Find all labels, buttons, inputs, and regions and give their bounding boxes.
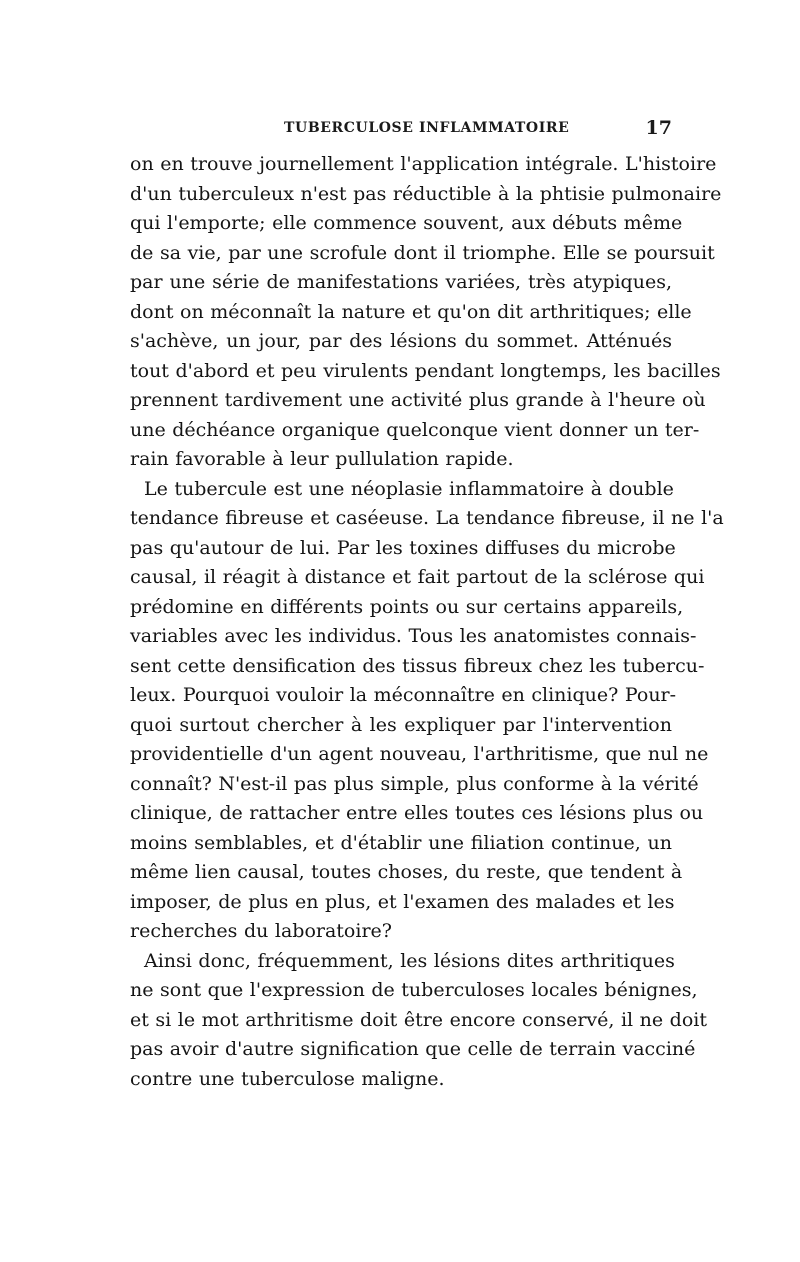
- text-line: dont on méconnaît la nature et qu'on dit arthritiques; elle: [130, 300, 692, 323]
- text-line: on en trouve journellement l'application intégrale. L'histoire: [130, 153, 717, 175]
- text-line: causal, il réagit à distance et fait partout de la sclérose qui: [130, 566, 705, 588]
- text-line: tendance fibreuse et caséeuse. La tendance fibreuse, il ne l'a: [130, 507, 724, 529]
- text-line: leux. Pourquoi vouloir la méconnaître en clinique? Pour-: [130, 684, 677, 706]
- text-line: connaît? N'est-il pas plus simple, plus conforme à la vérité: [130, 772, 699, 795]
- text-line: et si le mot arthritisme doit être encore conservé, il ne doit: [130, 1008, 707, 1031]
- chapter-title: TUBERCULOSE INFLAMMATOIRE: [284, 120, 570, 136]
- paragraph: [130, 150, 722, 475]
- text-line: ne sont que l'expression de tuberculoses locales bénignes,: [130, 979, 698, 1001]
- text-line: qui l'emporte; elle commence souvent, aux débuts même: [130, 212, 683, 234]
- body-text: [130, 150, 724, 1094]
- text-line: prédomine en différents points ou sur certains appareils,: [130, 595, 684, 618]
- text-line: moins semblables, et d'établir une filiation continue, un: [130, 831, 672, 854]
- text-line: pas qu'autour de lui. Par les toxines diffuses du microbe: [130, 536, 676, 559]
- text-line: contre une tuberculose maligne.: [130, 1067, 445, 1090]
- text-line: s'achève, un jour, par des lésions du sommet. Atténués: [130, 330, 672, 352]
- text-line: prennent tardivement une activité plus grande à l'heure où: [130, 389, 706, 411]
- page-number: 17: [645, 117, 672, 139]
- text-line: rain favorable à leur pullulation rapide.: [130, 448, 514, 470]
- text-line: même lien causal, toutes choses, du reste, que tendent à: [130, 861, 683, 883]
- text-line: variables avec les individus. Tous les anatomistes connais-: [130, 625, 697, 647]
- text-line: d'un tuberculeux n'est pas réductible à la phtisie pulmonaire: [130, 182, 722, 205]
- text-line: providentielle d'un agent nouveau, l'arthritisme, que nul ne: [130, 743, 709, 765]
- text-line: clinique, de rattacher entre elles toutes ces lésions plus ou: [130, 802, 704, 824]
- text-line: une déchéance organique quelconque vient donner un ter-: [130, 418, 700, 441]
- text-line: Ainsi donc, fréquemment, les lésions dites arthritiques: [144, 949, 675, 972]
- text-line: tout d'abord et peu virulents pendant longtemps, les bacilles: [130, 359, 721, 382]
- text-line: Le tubercule est une néoplasie inflammatoire à double: [144, 477, 674, 500]
- text-line: imposer, de plus en plus, et l'examen des malades et les: [130, 890, 675, 913]
- text-line: pas avoir d'autre signification que celle de terrain vacciné: [130, 1038, 696, 1060]
- text-line: quoi surtout chercher à les expliquer par l'intervention: [130, 713, 672, 736]
- paragraph: [130, 947, 707, 1095]
- paragraph: [130, 475, 724, 947]
- text-line: par une série de manifestations variées, très atypiques,: [130, 271, 672, 293]
- text-line: recherches du laboratoire?: [130, 920, 392, 942]
- text-line: sent cette densification des tissus fibreux chez les tubercu-: [130, 654, 705, 677]
- text-line: de sa vie, par une scrofule dont il triomphe. Elle se poursuit: [130, 241, 715, 264]
- running-head: [130, 117, 672, 142]
